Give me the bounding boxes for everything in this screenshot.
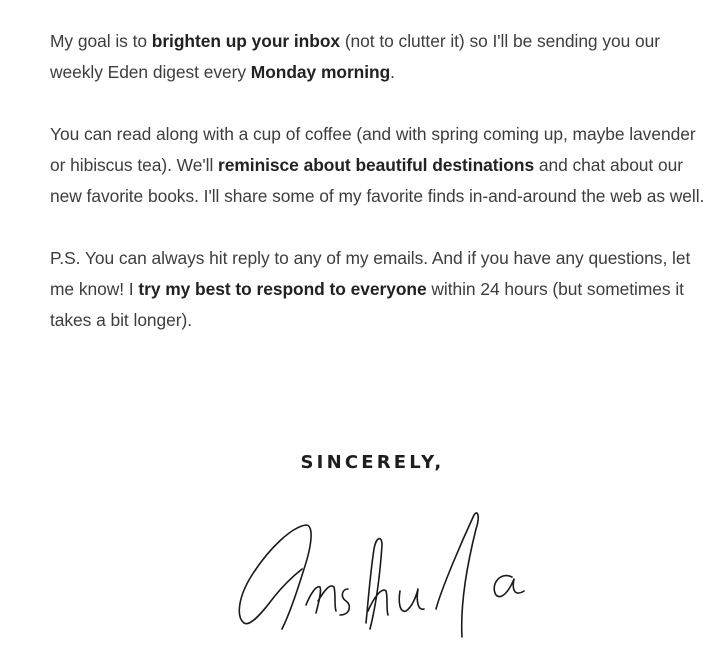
text-segment: and chat about our new favorite books. I'll share some of my favorite finds in-and-around the web as well. bbox=[50, 155, 705, 206]
handwritten-signature-icon bbox=[230, 505, 540, 645]
signature-image bbox=[230, 505, 540, 650]
text-segment: within 24 hours (but sometimes it takes a bit longer). bbox=[50, 279, 684, 330]
text-segment: . bbox=[390, 62, 395, 82]
paragraph-postscript bbox=[50, 243, 710, 336]
text-segment: You can read along with a cup of coffee (and with spring coming up, maybe lavender or hibiscus tea). We'll bbox=[50, 124, 696, 175]
text-segment: P.S. You can always hit reply to any of my emails. And if you have any questions, let me know! I bbox=[50, 248, 691, 299]
text-segment: (not to clutter it) so I'll be sending you our weekly Eden digest every bbox=[50, 31, 660, 82]
bold-text-segment: reminisce about beautiful destinations bbox=[218, 155, 535, 175]
paragraph-digest-intro bbox=[50, 26, 710, 88]
bold-text-segment: try my best to respond to everyone bbox=[138, 279, 427, 299]
bold-text-segment: brighten up your inbox bbox=[151, 31, 341, 51]
text-segment: My goal is to bbox=[50, 31, 152, 51]
bold-text-segment: Monday morning bbox=[250, 62, 391, 82]
paragraph-reading-along bbox=[50, 119, 710, 212]
signoff-heading: SINCERELY, bbox=[300, 452, 445, 473]
email-body bbox=[50, 26, 710, 367]
